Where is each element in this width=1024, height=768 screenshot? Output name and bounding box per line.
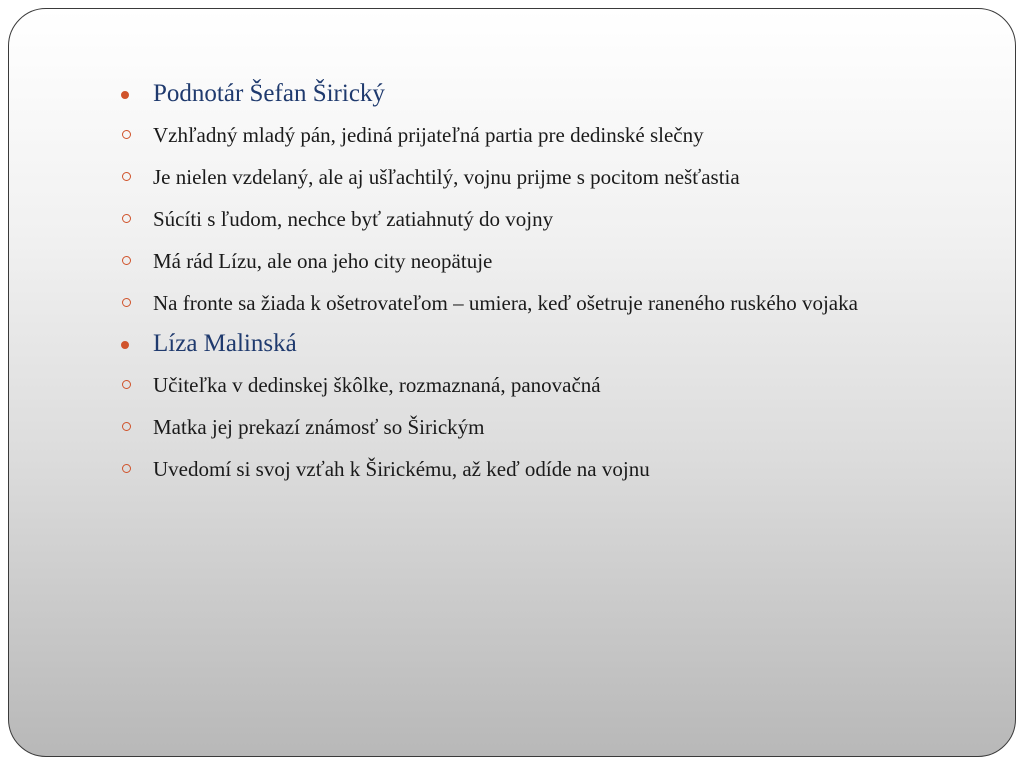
bullet-ring-icon <box>122 464 131 473</box>
list-item <box>115 245 965 277</box>
list-item <box>115 203 965 235</box>
bullet-dot-icon <box>121 91 129 99</box>
list-item-text: Na fronte sa žiada k ošetrovateľom – umiera, keď ošetruje raneného ruského vojaka <box>153 291 858 315</box>
heading-liza <box>115 329 965 359</box>
heading-text: Líza Malinská <box>153 330 297 357</box>
list-item <box>115 453 965 485</box>
slide-content <box>115 79 965 495</box>
list-item <box>115 119 965 151</box>
heading-text: Podnotár Šefan Širický <box>153 80 385 107</box>
list-item-text: Je nielen vzdelaný, ale aj ušľachtilý, vojnu prijme s pocitom nešťastia <box>153 165 740 189</box>
list-item-text: Matka jej prekazí známosť so Širickým <box>153 415 485 439</box>
bullet-dot-icon <box>121 341 129 349</box>
list-item-text: Uvedomí si svoj vzťah k Širickému, až keď odíde na vojnu <box>153 457 650 481</box>
bullet-ring-icon <box>122 214 131 223</box>
list-item <box>115 369 965 401</box>
list-item <box>115 287 965 319</box>
bullet-ring-icon <box>122 172 131 181</box>
list-item <box>115 161 965 193</box>
bullet-ring-icon <box>122 298 131 307</box>
bullet-ring-icon <box>122 380 131 389</box>
list-item <box>115 411 965 443</box>
bullet-ring-icon <box>122 256 131 265</box>
bullet-ring-icon <box>122 130 131 139</box>
list-item-text: Súcíti s ľudom, nechce byť zatiahnutý do vojny <box>153 207 554 231</box>
list-item-text: Má rád Lízu, ale ona jeho city neopätuje <box>153 249 493 273</box>
heading-sefan <box>115 79 965 109</box>
bullet-ring-icon <box>122 422 131 431</box>
slide-frame <box>8 8 1016 757</box>
list-item-text: Učiteľka v dedinskej škôlke, rozmaznaná, panovačná <box>153 373 601 397</box>
list-item-text: Vzhľadný mladý pán, jediná prijateľná partia pre dedinské slečny <box>153 123 704 147</box>
